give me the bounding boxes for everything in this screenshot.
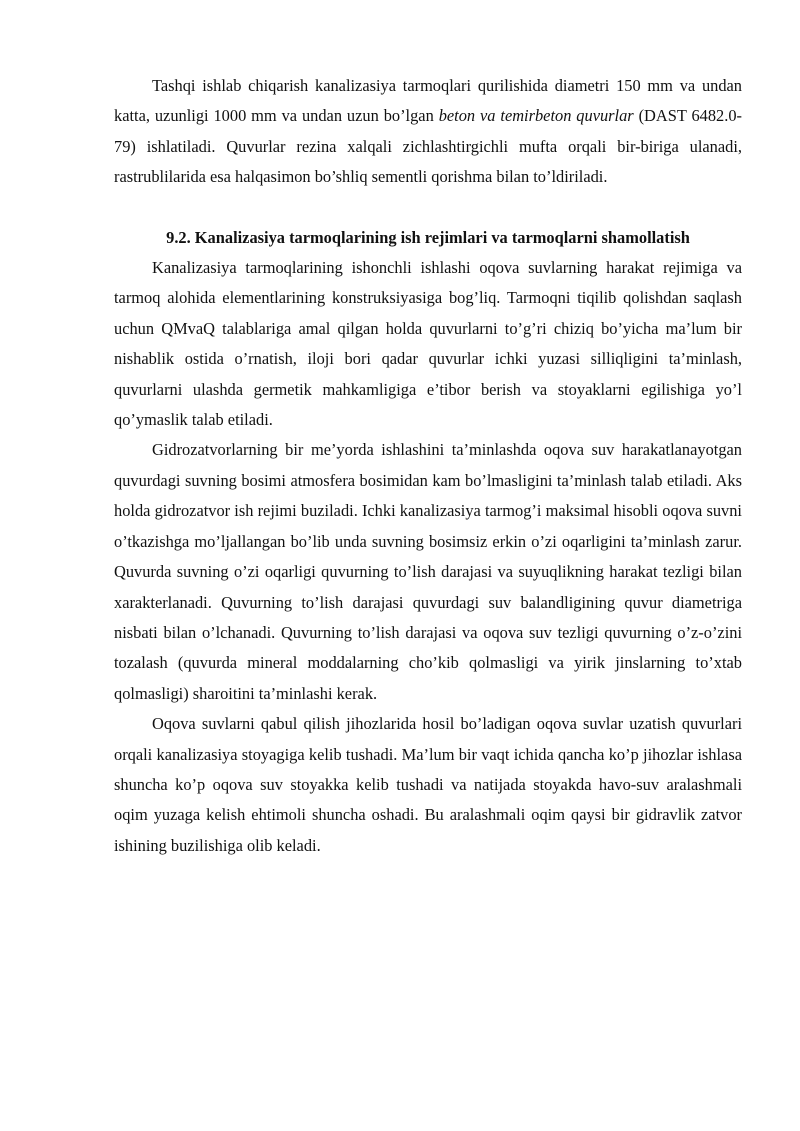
paragraph-hydraulic-seals: Gidrozatvorlarning bir me’yorda ishlashini ta’minlashda oqova suv harakatlanayotgan quvurdagi suvning bosimi atmosfera bosimidan kam bo’lmasligini ta’minlash talab etiladi. Aks holda gidrozatvor ish rejimi buziladi. Ichki kanalizasiya tarmog’i maksimal hisobli oqova suvni o’tkazishga mo’ljallangan bo’lib unda suvning bosimsiz erkin o’zi oqarligini ta’minlash zarur. Quvurda suvning o’zi oqarligi quvurning to’lish darajasi va suyuqlikning harakat tezligi bilan xarakterlanadi. Quvurning to’lish darajasi quvurdagi suv balandligining quvur diametriga nisbati bilan o’lchanadi. Quvurning to’lish darajasi va oqova suv tezligi quvurning o’z-o’zini tozalash (quvurda mineral moddalarning cho’kib qolmasligi va yirik jinslarning to’xtab qolmasligi) sharoitini ta’minlashi kerak. — [114, 440, 742, 703]
section-heading: 9.2. Kanalizasiya tarmoqlarining ish rejimlari va tarmoqlarni shamollatish — [166, 227, 690, 247]
paragraph-intro-text-after: (DAST 6482.0-79) ishlatiladi. Quvurlar rezina xalqali zichlashtirgichli mufta orqali bir-biriga ulanadi, rastrublilarida esa halqasimon bo’shliq sementli qorishma bilan to’ldiriladi. — [114, 106, 743, 187]
paragraph-intro — [114, 71, 742, 193]
document-page — [114, 71, 742, 861]
paragraph-wastewater-inflow: Oqova suvlarni qabul qilish jihozlarida hosil bo’ladigan oqova suvlar uzatish quvurlari orqali kanalizasiya stoyagiga kelib tushadi. Ma’lum bir vaqt ichida qancha ko’p jihozlar ishlasa shuncha ko’p oqova suv stoyakka kelib tushadi va natijada stoyakda havo-suv aralashmali oqim yuzaga kelish ehtimoli shuncha oshadi. Bu aralashmali oqim qaysi bir gidravlik zatvor ishining buzilishiga olib keladi. — [114, 714, 742, 855]
paragraph-intro-text-before: Tashqi ishlab chiqarish kanalizasiya tarmoqlari qurilishida diametri 150 mm va undan katta, uzunligi 1000 mm va undan uzun bo’lgan — [114, 76, 742, 126]
paragraph-reliability: Kanalizasiya tarmoqlarining ishonchli ishlashi oqova suvlarning harakat rejimiga va tarmoq alohida elementlarining konstruksiyasiga bog’liq. Tarmoqni tiqilib qolishdan saqlash uchun QMvaQ talablariga amal qilgan holda quvurlarni to’g’ri chiziq bo’yicha ma’lum bir nishablik ostida o’rnatish, iloji bori qadar quvurlar ichki yuzasi silliqligini ta’minlash, quvurlarni ulashda germetik mahkamligiga e’tibor berish va stoyaklarni egilishiga yo’l qo’ymaslik talab etiladi. — [114, 258, 742, 430]
paragraph-intro-emphasis: beton va temirbeton quvurlar — [438, 106, 634, 126]
